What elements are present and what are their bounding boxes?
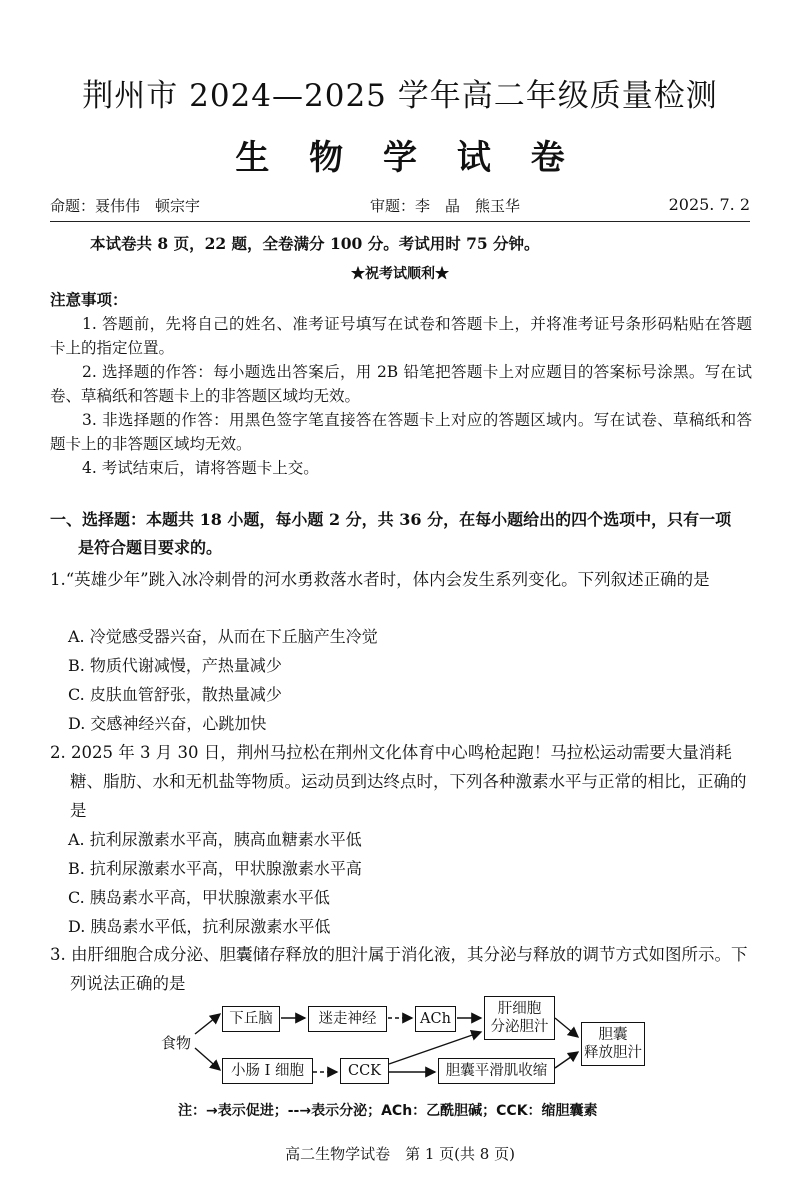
diagram-legend-note: 注：→表示促进；--→表示分泌；ACh：乙酰胆碱；CCK：缩胆囊素 <box>178 1103 598 1119</box>
question-stem-text: 2. 2025 年 3 月 30 日，荆州马拉松在荆州文化体育中心鸣枪起跑！马拉松运动需要大量消耗糖、脂肪、水和无机盐等物质。运动员到达终点时，下列各种激素水平与正常的相比，正确的是 <box>50 743 747 820</box>
question-stem-text: 1.“英雄少年”跳入冰冷刺骨的河水勇救落水者时，体内会发生系列变化。下列叙述正确的是 <box>50 570 710 589</box>
arrow-liver-gallbladder <box>555 1018 578 1037</box>
section-heading-line: 一、选择题：本题共 18 小题，每小题 2 分，共 36 分，在每小题给出的四个选项中，只有一项 <box>50 510 732 529</box>
exam-subject-title: 生 物 学 试 卷 <box>235 138 579 178</box>
question-1-option-d: D. 交感神经兴奋，心跳加快 <box>68 714 267 733</box>
box-vagus-nerve: 迷走神经 <box>308 1006 387 1032</box>
question-1-option-a: A. 冷觉感受器兴奋，从而在下丘脑产生冷觉 <box>68 627 378 646</box>
note-item: 1. 答题前，先将自己的姓名、准考证号填写在试卷和答题卡上，并将准考证号条形码粘贴在答题卡上的指定位置。 <box>50 315 752 357</box>
page-footer: 高二生物学试卷 第 1 页(共 8 页) <box>285 1145 515 1163</box>
note-item: 3. 非选择题的作答：用黑色签字笔直接答在答题卡上对应的答题区域内。写在试卷、草稿纸和答题卡上的非答题区域均无效。 <box>50 411 752 453</box>
exam-date: 2025. 7. 2 <box>668 195 750 214</box>
question-stem-text: 3. 由肝细胞合成分泌、胆囊储存释放的胆汁属于消化液，其分泌与释放的调节方式如图所示。下列说法正确的是 <box>50 945 748 993</box>
liver-label-1: 肝细胞 <box>497 1001 542 1017</box>
box-liver-cells <box>484 996 555 1040</box>
question-1-stem <box>50 565 760 594</box>
exam-title: 荆州市 2024—2025 学年高二年级质量检测 <box>82 78 718 114</box>
author-line <box>50 195 750 222</box>
box-ach: ACh <box>415 1006 456 1032</box>
question-3-stem <box>50 940 760 998</box>
question-2-option-a: A. 抗利尿激素水平高，胰高血糖素水平低 <box>68 830 362 849</box>
box-gallbladder <box>581 1022 645 1066</box>
question-2-stem <box>50 738 760 825</box>
exam-info: 本试卷共 8 页，22 题，全卷满分 100 分。考试用时 75 分钟。 <box>90 234 540 253</box>
box-hypothalamus: 下丘脑 <box>222 1006 280 1032</box>
box-smooth-muscle-contraction: 胆囊平滑肌收缩 <box>438 1058 555 1084</box>
good-luck-line: ★祝考试顺利★ <box>351 266 449 282</box>
gallbladder-label-1: 胆囊 <box>598 1027 628 1043</box>
section-heading <box>50 506 760 562</box>
question-2-option-b: B. 抗利尿激素水平高，甲状腺激素水平高 <box>68 859 362 878</box>
arrow-muscle-gallbladder <box>555 1052 578 1068</box>
note-item: 2. 选择题的作答：每小题选出答案后，用 2B 铅笔把答题卡上对应题目的答案标号涂黑。写在试卷、草稿纸和答题卡上的非答题区域均无效。 <box>50 363 752 405</box>
question-1-option-c: C. 皮肤血管舒张，散热量减少 <box>68 685 282 704</box>
note-item: 4. 考试结束后，请将答题卡上交。 <box>82 459 319 477</box>
reviewers: 审题：李 晶 熊玉华 <box>370 197 521 215</box>
gallbladder-label-2: 释放胆汁 <box>584 1045 642 1061</box>
question-2-option-d: D. 胰岛素水平低，抗利尿激素水平低 <box>68 917 331 936</box>
question-1-option-b: B. 物质代谢减慢，产热量减少 <box>68 656 282 675</box>
box-cck: CCK <box>340 1058 389 1084</box>
arrow-food-hypothalamus <box>195 1014 220 1034</box>
box-intestine-i-cells: 小肠 I 细胞 <box>222 1058 313 1084</box>
arrow-food-intestine <box>195 1048 220 1070</box>
bile-regulation-diagram <box>150 992 650 1092</box>
diagram-food: 食物 <box>161 1034 192 1052</box>
question-2-option-c: C. 胰岛素水平高，甲状腺激素水平低 <box>68 888 330 907</box>
liver-label-2: 分泌胆汁 <box>490 1019 549 1035</box>
section-heading-line: 是符合题目要求的。 <box>78 538 223 557</box>
proposers: 命题：聂伟伟 顿宗宇 <box>50 197 201 215</box>
notes-heading: 注意事项： <box>50 290 128 309</box>
